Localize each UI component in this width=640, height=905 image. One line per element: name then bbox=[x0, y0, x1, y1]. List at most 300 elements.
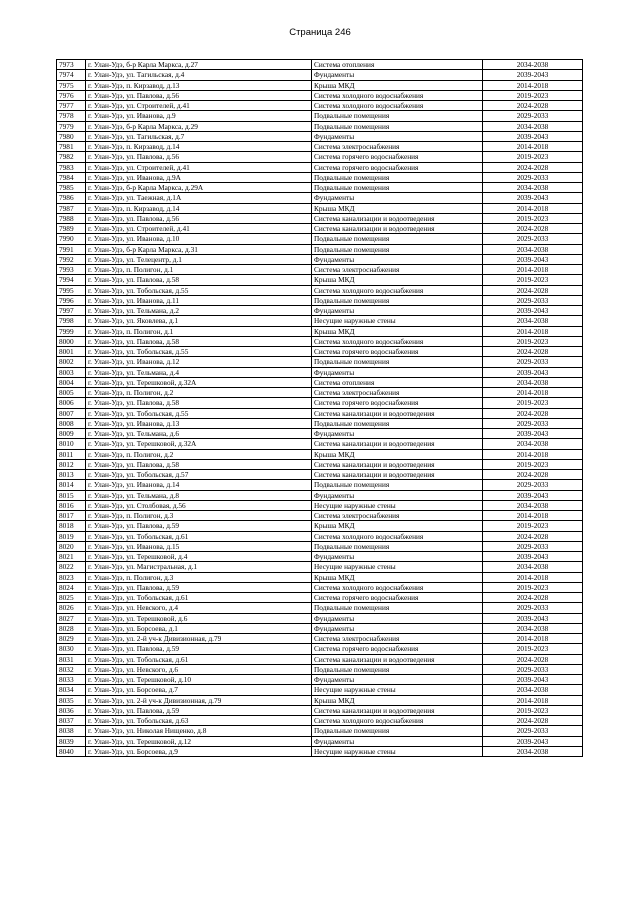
address-cell: г. Улан-Удэ, ул. Строителей, д.41 bbox=[86, 224, 312, 234]
row-number: 8040 bbox=[57, 746, 86, 756]
table-row bbox=[57, 254, 583, 264]
row-number: 8017 bbox=[57, 511, 86, 521]
row-number: 8026 bbox=[57, 603, 86, 613]
address-cell: г. Улан-Удэ, ул. Терешковой, д.32А bbox=[86, 439, 312, 449]
row-number: 7981 bbox=[57, 142, 86, 152]
work-type-cell: Система канализации и водоотведения bbox=[312, 705, 483, 715]
work-type-cell: Подвальные помещения bbox=[312, 480, 483, 490]
period-cell: 2024-2028 bbox=[483, 285, 583, 295]
address-cell: г. Улан-Удэ, ул. Павлова, д.58 bbox=[86, 459, 312, 469]
address-cell: г. Улан-Удэ, ул. Тельмана, д.4 bbox=[86, 367, 312, 377]
work-type-cell: Система канализации и водоотведения bbox=[312, 459, 483, 469]
address-cell: г. Улан-Удэ, ул. Николая Нищенко, д.8 bbox=[86, 726, 312, 736]
period-cell: 2039-2043 bbox=[483, 306, 583, 316]
work-type-cell: Система холодного водоснабжения bbox=[312, 336, 483, 346]
table-row bbox=[57, 603, 583, 613]
row-number: 7975 bbox=[57, 80, 86, 90]
period-cell: 2024-2028 bbox=[483, 654, 583, 664]
period-cell: 2019-2023 bbox=[483, 275, 583, 285]
page-title: Страница 246 bbox=[289, 27, 351, 38]
address-cell: г. Улан-Удэ, п. Кирзавод, д.14 bbox=[86, 203, 312, 213]
period-cell: 2029-2033 bbox=[483, 172, 583, 182]
table-row bbox=[57, 521, 583, 531]
row-number: 8014 bbox=[57, 480, 86, 490]
address-cell: г. Улан-Удэ, ул. Иванова, д.10 bbox=[86, 234, 312, 244]
period-cell: 2039-2043 bbox=[483, 367, 583, 377]
address-cell: г. Улан-Удэ, ул. Иванова, д.14 bbox=[86, 480, 312, 490]
period-cell: 2029-2033 bbox=[483, 480, 583, 490]
address-cell: г. Улан-Удэ, ул. 2-й уч-к Дивизионная, д.79 bbox=[86, 695, 312, 705]
period-cell: 2014-2018 bbox=[483, 695, 583, 705]
table-row bbox=[57, 336, 583, 346]
address-cell: г. Улан-Удэ, п. Кирзавод, д.14 bbox=[86, 142, 312, 152]
work-type-cell: Система электроснабжения bbox=[312, 142, 483, 152]
table-row bbox=[57, 552, 583, 562]
work-type-cell: Система горячего водоснабжения bbox=[312, 593, 483, 603]
address-cell: г. Улан-Удэ, ул. Тобольская, д.55 bbox=[86, 285, 312, 295]
address-cell: г. Улан-Удэ, ул. Тобольская, д.63 bbox=[86, 716, 312, 726]
table-body bbox=[57, 60, 583, 757]
row-number: 7988 bbox=[57, 213, 86, 223]
row-number: 8004 bbox=[57, 377, 86, 387]
period-cell: 2034-2038 bbox=[483, 500, 583, 510]
row-number: 7992 bbox=[57, 254, 86, 264]
work-type-cell: Фундаменты bbox=[312, 306, 483, 316]
row-number: 7976 bbox=[57, 90, 86, 100]
address-cell: г. Улан-Удэ, ул. Павлова, д.58 bbox=[86, 398, 312, 408]
table-row bbox=[57, 685, 583, 695]
table-row bbox=[57, 541, 583, 551]
work-type-cell: Несущие наружные стены bbox=[312, 500, 483, 510]
table-row bbox=[57, 613, 583, 623]
work-type-cell: Крыша МКД bbox=[312, 326, 483, 336]
row-number: 7978 bbox=[57, 111, 86, 121]
period-cell: 2039-2043 bbox=[483, 193, 583, 203]
period-cell: 2019-2023 bbox=[483, 582, 583, 592]
address-cell: г. Улан-Удэ, ул. Тобольская, д.61 bbox=[86, 654, 312, 664]
table-row bbox=[57, 183, 583, 193]
period-cell: 2024-2028 bbox=[483, 101, 583, 111]
work-type-cell: Система холодного водоснабжения bbox=[312, 582, 483, 592]
work-type-cell: Подвальные помещения bbox=[312, 111, 483, 121]
period-cell: 2029-2033 bbox=[483, 234, 583, 244]
row-number: 7982 bbox=[57, 152, 86, 162]
address-cell: г. Улан-Удэ, ул. Невского, д.6 bbox=[86, 664, 312, 674]
address-cell: г. Улан-Удэ, ул. Тобольская, д.57 bbox=[86, 470, 312, 480]
address-cell: г. Улан-Удэ, п. Полигон, д.1 bbox=[86, 326, 312, 336]
period-cell: 2034-2038 bbox=[483, 685, 583, 695]
table-row bbox=[57, 275, 583, 285]
work-type-cell: Система холодного водоснабжения bbox=[312, 101, 483, 111]
table-row bbox=[57, 572, 583, 582]
address-cell: г. Улан-Удэ, п. Полигон, д.2 bbox=[86, 388, 312, 398]
table-row bbox=[57, 593, 583, 603]
address-cell: г. Улан-Удэ, ул. Тагильская, д.7 bbox=[86, 131, 312, 141]
period-cell: 2034-2038 bbox=[483, 623, 583, 633]
address-cell: г. Улан-Удэ, ул. Борсоева, д.9 bbox=[86, 746, 312, 756]
period-cell: 2039-2043 bbox=[483, 254, 583, 264]
work-type-cell: Подвальные помещения bbox=[312, 357, 483, 367]
period-cell: 2019-2023 bbox=[483, 459, 583, 469]
work-type-cell: Несущие наружные стены bbox=[312, 316, 483, 326]
period-cell: 2029-2033 bbox=[483, 295, 583, 305]
row-number: 8003 bbox=[57, 367, 86, 377]
table-row bbox=[57, 347, 583, 357]
work-type-cell: Подвальные помещения bbox=[312, 295, 483, 305]
table-row bbox=[57, 470, 583, 480]
table-row bbox=[57, 623, 583, 633]
period-cell: 2034-2038 bbox=[483, 183, 583, 193]
work-type-cell: Фундаменты bbox=[312, 429, 483, 439]
period-cell: 2029-2033 bbox=[483, 357, 583, 367]
period-cell: 2029-2033 bbox=[483, 418, 583, 428]
period-cell: 2019-2023 bbox=[483, 521, 583, 531]
work-type-cell: Фундаменты bbox=[312, 613, 483, 623]
table-row bbox=[57, 213, 583, 223]
address-cell: г. Улан-Удэ, ул. Таежная, д.1А bbox=[86, 193, 312, 203]
table-row bbox=[57, 60, 583, 70]
row-number: 8018 bbox=[57, 521, 86, 531]
table-row bbox=[57, 705, 583, 715]
table-row bbox=[57, 285, 583, 295]
address-cell: г. Улан-Удэ, п. Полигон, д.3 bbox=[86, 511, 312, 521]
period-cell: 2014-2018 bbox=[483, 326, 583, 336]
period-cell: 2029-2033 bbox=[483, 603, 583, 613]
table-row bbox=[57, 511, 583, 521]
period-cell: 2034-2038 bbox=[483, 244, 583, 254]
work-type-cell: Система отопления bbox=[312, 60, 483, 70]
period-cell: 2014-2018 bbox=[483, 449, 583, 459]
address-cell: г. Улан-Удэ, ул. Терешковой, д.6 bbox=[86, 613, 312, 623]
address-cell: г. Улан-Удэ, ул. Павлова, д.56 bbox=[86, 90, 312, 100]
table-row bbox=[57, 131, 583, 141]
work-type-cell: Система электроснабжения bbox=[312, 511, 483, 521]
work-type-cell: Фундаменты bbox=[312, 623, 483, 633]
table-row bbox=[57, 295, 583, 305]
address-cell: г. Улан-Удэ, ул. Павлова, д.59 bbox=[86, 521, 312, 531]
period-cell: 2039-2043 bbox=[483, 736, 583, 746]
row-number: 8015 bbox=[57, 490, 86, 500]
table-row bbox=[57, 90, 583, 100]
table-row bbox=[57, 101, 583, 111]
row-number: 8039 bbox=[57, 736, 86, 746]
work-type-cell: Подвальные помещения bbox=[312, 121, 483, 131]
row-number: 8007 bbox=[57, 408, 86, 418]
work-type-cell: Крыша МКД bbox=[312, 695, 483, 705]
row-number: 7985 bbox=[57, 183, 86, 193]
table-row bbox=[57, 121, 583, 131]
work-type-cell: Подвальные помещения bbox=[312, 183, 483, 193]
address-cell: г. Улан-Удэ, п. Полигон, д.2 bbox=[86, 449, 312, 459]
work-type-cell: Система электроснабжения bbox=[312, 634, 483, 644]
row-number: 7997 bbox=[57, 306, 86, 316]
row-number: 8022 bbox=[57, 562, 86, 572]
period-cell: 2014-2018 bbox=[483, 511, 583, 521]
row-number: 8027 bbox=[57, 613, 86, 623]
row-number: 8011 bbox=[57, 449, 86, 459]
address-cell: г. Улан-Удэ, ул. Строителей, д.41 bbox=[86, 162, 312, 172]
period-cell: 2014-2018 bbox=[483, 572, 583, 582]
address-cell: г. Улан-Удэ, ул. Тельмана, д.2 bbox=[86, 306, 312, 316]
period-cell: 2039-2043 bbox=[483, 429, 583, 439]
address-cell: г. Улан-Удэ, ул. Магистральная, д.1 bbox=[86, 562, 312, 572]
table-row bbox=[57, 224, 583, 234]
address-cell: г. Улан-Удэ, ул. Борсоева, д.7 bbox=[86, 685, 312, 695]
work-type-cell: Система электроснабжения bbox=[312, 265, 483, 275]
work-type-cell: Крыша МКД bbox=[312, 449, 483, 459]
work-type-cell: Подвальные помещения bbox=[312, 726, 483, 736]
period-cell: 2014-2018 bbox=[483, 80, 583, 90]
table-row bbox=[57, 70, 583, 80]
period-cell: 2024-2028 bbox=[483, 224, 583, 234]
work-type-cell: Система канализации и водоотведения bbox=[312, 470, 483, 480]
work-type-cell: Крыша МКД bbox=[312, 203, 483, 213]
table-row bbox=[57, 736, 583, 746]
period-cell: 2014-2018 bbox=[483, 142, 583, 152]
period-cell: 2029-2033 bbox=[483, 726, 583, 736]
table-row bbox=[57, 500, 583, 510]
address-cell: г. Улан-Удэ, ул. Иванова, д.12 bbox=[86, 357, 312, 367]
address-cell: г. Улан-Удэ, б-р Карла Маркса, д.27 bbox=[86, 60, 312, 70]
address-cell: г. Улан-Удэ, ул. Терешковой, д.12 bbox=[86, 736, 312, 746]
address-cell: г. Улан-Удэ, ул. Невского, д.4 bbox=[86, 603, 312, 613]
table-row bbox=[57, 152, 583, 162]
row-number: 7980 bbox=[57, 131, 86, 141]
work-type-cell: Система холодного водоснабжения bbox=[312, 716, 483, 726]
table-row bbox=[57, 582, 583, 592]
row-number: 8034 bbox=[57, 685, 86, 695]
table-row bbox=[57, 111, 583, 121]
row-number: 8030 bbox=[57, 644, 86, 654]
work-type-cell: Система канализации и водоотведения bbox=[312, 439, 483, 449]
row-number: 7986 bbox=[57, 193, 86, 203]
table-row bbox=[57, 654, 583, 664]
address-cell: г. Улан-Удэ, ул. Строителей, д.41 bbox=[86, 101, 312, 111]
period-cell: 2014-2018 bbox=[483, 265, 583, 275]
work-type-cell: Фундаменты bbox=[312, 736, 483, 746]
period-cell: 2034-2038 bbox=[483, 377, 583, 387]
row-number: 7995 bbox=[57, 285, 86, 295]
row-number: 8005 bbox=[57, 388, 86, 398]
address-cell: г. Улан-Удэ, ул. Тобольская, д.61 bbox=[86, 593, 312, 603]
row-number: 8033 bbox=[57, 675, 86, 685]
work-type-cell: Подвальные помещения bbox=[312, 418, 483, 428]
row-number: 7973 bbox=[57, 60, 86, 70]
period-cell: 2034-2038 bbox=[483, 316, 583, 326]
work-type-cell: Система канализации и водоотведения bbox=[312, 213, 483, 223]
row-number: 7990 bbox=[57, 234, 86, 244]
period-cell: 2024-2028 bbox=[483, 593, 583, 603]
row-number: 8016 bbox=[57, 500, 86, 510]
row-number: 7974 bbox=[57, 70, 86, 80]
period-cell: 2024-2028 bbox=[483, 470, 583, 480]
work-type-cell: Несущие наружные стены bbox=[312, 562, 483, 572]
address-cell: г. Улан-Удэ, ул. Иванова, д.9А bbox=[86, 172, 312, 182]
period-cell: 2014-2018 bbox=[483, 388, 583, 398]
work-type-cell: Система горячего водоснабжения bbox=[312, 644, 483, 654]
address-cell: г. Улан-Удэ, ул. Тельмана, д.8 bbox=[86, 490, 312, 500]
address-cell: г. Улан-Удэ, п. Полигон, д.3 bbox=[86, 572, 312, 582]
row-number: 7998 bbox=[57, 316, 86, 326]
period-cell: 2039-2043 bbox=[483, 552, 583, 562]
work-type-cell: Крыша МКД bbox=[312, 80, 483, 90]
work-type-cell: Подвальные помещения bbox=[312, 664, 483, 674]
period-cell: 2039-2043 bbox=[483, 70, 583, 80]
address-cell: г. Улан-Удэ, б-р Карла Маркса, д.31 bbox=[86, 244, 312, 254]
address-cell: г. Улан-Удэ, ул. Павлова, д.59 bbox=[86, 644, 312, 654]
row-number: 7991 bbox=[57, 244, 86, 254]
work-type-cell: Крыша МКД bbox=[312, 275, 483, 285]
table-row bbox=[57, 377, 583, 387]
period-cell: 2024-2028 bbox=[483, 347, 583, 357]
work-type-cell: Фундаменты bbox=[312, 70, 483, 80]
row-number: 7983 bbox=[57, 162, 86, 172]
address-cell: г. Улан-Удэ, ул. Иванова, д.11 bbox=[86, 295, 312, 305]
work-type-cell: Фундаменты bbox=[312, 254, 483, 264]
row-number: 7994 bbox=[57, 275, 86, 285]
period-cell: 2029-2033 bbox=[483, 664, 583, 674]
row-number: 8035 bbox=[57, 695, 86, 705]
table-row bbox=[57, 193, 583, 203]
period-cell: 2039-2043 bbox=[483, 490, 583, 500]
row-number: 8000 bbox=[57, 336, 86, 346]
work-type-cell: Фундаменты bbox=[312, 367, 483, 377]
work-type-cell: Система горячего водоснабжения bbox=[312, 152, 483, 162]
work-type-cell: Подвальные помещения bbox=[312, 244, 483, 254]
address-cell: г. Улан-Удэ, ул. Тельмана, д.6 bbox=[86, 429, 312, 439]
period-cell: 2034-2038 bbox=[483, 60, 583, 70]
row-number: 8023 bbox=[57, 572, 86, 582]
work-type-cell: Система горячего водоснабжения bbox=[312, 398, 483, 408]
row-number: 8036 bbox=[57, 705, 86, 715]
work-type-cell: Фундаменты bbox=[312, 131, 483, 141]
table-row bbox=[57, 244, 583, 254]
period-cell: 2019-2023 bbox=[483, 705, 583, 715]
period-cell: 2024-2028 bbox=[483, 408, 583, 418]
row-number: 7996 bbox=[57, 295, 86, 305]
address-cell: г. Улан-Удэ, ул. Яковлева, д.1 bbox=[86, 316, 312, 326]
work-type-cell: Система канализации и водоотведения bbox=[312, 224, 483, 234]
address-cell: г. Улан-Удэ, ул. Тагильская, д.4 bbox=[86, 70, 312, 80]
address-cell: г. Улан-Удэ, ул. Тобольская, д.61 bbox=[86, 531, 312, 541]
row-number: 7989 bbox=[57, 224, 86, 234]
work-type-cell: Система отопления bbox=[312, 377, 483, 387]
address-cell: г. Улан-Удэ, ул. Иванова, д.13 bbox=[86, 418, 312, 428]
work-type-cell: Система канализации и водоотведения bbox=[312, 408, 483, 418]
row-number: 8032 bbox=[57, 664, 86, 674]
row-number: 8008 bbox=[57, 418, 86, 428]
address-cell: г. Улан-Удэ, ул. Терешковой, д.4 bbox=[86, 552, 312, 562]
table-row bbox=[57, 675, 583, 685]
address-cell: г. Улан-Удэ, ул. Павлова, д.58 bbox=[86, 336, 312, 346]
row-number: 8002 bbox=[57, 357, 86, 367]
address-cell: г. Улан-Удэ, ул. Иванова, д.9 bbox=[86, 111, 312, 121]
period-cell: 2039-2043 bbox=[483, 131, 583, 141]
row-number: 7993 bbox=[57, 265, 86, 275]
period-cell: 2029-2033 bbox=[483, 111, 583, 121]
address-cell: г. Улан-Удэ, ул. Тобольская, д.55 bbox=[86, 347, 312, 357]
table-row bbox=[57, 306, 583, 316]
table-row bbox=[57, 80, 583, 90]
table-row bbox=[57, 562, 583, 572]
table-row bbox=[57, 449, 583, 459]
table-row bbox=[57, 203, 583, 213]
row-number: 8013 bbox=[57, 470, 86, 480]
row-number: 7979 bbox=[57, 121, 86, 131]
work-type-cell: Система канализации и водоотведения bbox=[312, 654, 483, 664]
row-number: 7999 bbox=[57, 326, 86, 336]
table-row bbox=[57, 695, 583, 705]
period-cell: 2034-2038 bbox=[483, 439, 583, 449]
period-cell: 2039-2043 bbox=[483, 613, 583, 623]
row-number: 8038 bbox=[57, 726, 86, 736]
table-row bbox=[57, 408, 583, 418]
address-cell: г. Улан-Удэ, ул. 2-й уч-к Дивизионная, д.79 bbox=[86, 634, 312, 644]
period-cell: 2034-2038 bbox=[483, 562, 583, 572]
table-row bbox=[57, 367, 583, 377]
table-row bbox=[57, 172, 583, 182]
table-row bbox=[57, 326, 583, 336]
row-number: 8037 bbox=[57, 716, 86, 726]
work-type-cell: Система горячего водоснабжения bbox=[312, 347, 483, 357]
table-row bbox=[57, 357, 583, 367]
period-cell: 2014-2018 bbox=[483, 203, 583, 213]
period-cell: 2019-2023 bbox=[483, 336, 583, 346]
work-type-cell: Подвальные помещения bbox=[312, 603, 483, 613]
work-type-cell: Система электроснабжения bbox=[312, 388, 483, 398]
period-cell: 2034-2038 bbox=[483, 746, 583, 756]
period-cell: 2024-2028 bbox=[483, 716, 583, 726]
row-number: 8024 bbox=[57, 582, 86, 592]
period-cell: 2024-2028 bbox=[483, 162, 583, 172]
row-number: 8010 bbox=[57, 439, 86, 449]
work-type-cell: Крыша МКД bbox=[312, 521, 483, 531]
period-cell: 2019-2023 bbox=[483, 152, 583, 162]
table-row bbox=[57, 418, 583, 428]
address-cell: г. Улан-Удэ, ул. Терешковой, д.10 bbox=[86, 675, 312, 685]
address-cell: г. Улан-Удэ, ул. Павлова, д.56 bbox=[86, 152, 312, 162]
work-type-cell: Система холодного водоснабжения bbox=[312, 285, 483, 295]
period-cell: 2019-2023 bbox=[483, 398, 583, 408]
address-cell: г. Улан-Удэ, ул. Терешковой, д.32А bbox=[86, 377, 312, 387]
table-row bbox=[57, 439, 583, 449]
table-row bbox=[57, 726, 583, 736]
address-cell: г. Улан-Удэ, ул. Тобольская, д.55 bbox=[86, 408, 312, 418]
work-type-cell: Система холодного водоснабжения bbox=[312, 90, 483, 100]
row-number: 8019 bbox=[57, 531, 86, 541]
address-cell: г. Улан-Удэ, б-р Карла Маркса, д.29А bbox=[86, 183, 312, 193]
address-cell: г. Улан-Удэ, п. Кирзавод, д.13 bbox=[86, 80, 312, 90]
row-number: 8006 bbox=[57, 398, 86, 408]
work-type-cell: Система горячего водоснабжения bbox=[312, 162, 483, 172]
row-number: 8029 bbox=[57, 634, 86, 644]
work-type-cell: Подвальные помещения bbox=[312, 541, 483, 551]
row-number: 7984 bbox=[57, 172, 86, 182]
row-number: 8012 bbox=[57, 459, 86, 469]
row-number: 8001 bbox=[57, 347, 86, 357]
period-cell: 2019-2023 bbox=[483, 644, 583, 654]
address-cell: г. Улан-Удэ, ул. Столбовая, д.56 bbox=[86, 500, 312, 510]
address-cell: г. Улан-Удэ, ул. Павлова, д.56 bbox=[86, 213, 312, 223]
address-cell: г. Улан-Удэ, б-р Карла Маркса, д.29 bbox=[86, 121, 312, 131]
address-cell: г. Улан-Удэ, ул. Павлова, д.58 bbox=[86, 275, 312, 285]
row-number: 8021 bbox=[57, 552, 86, 562]
period-cell: 2019-2023 bbox=[483, 213, 583, 223]
table-row bbox=[57, 388, 583, 398]
work-type-cell: Подвальные помещения bbox=[312, 234, 483, 244]
address-cell: г. Улан-Удэ, ул. Павлова, д.59 bbox=[86, 705, 312, 715]
address-cell: г. Улан-Удэ, п. Полигон, д.1 bbox=[86, 265, 312, 275]
